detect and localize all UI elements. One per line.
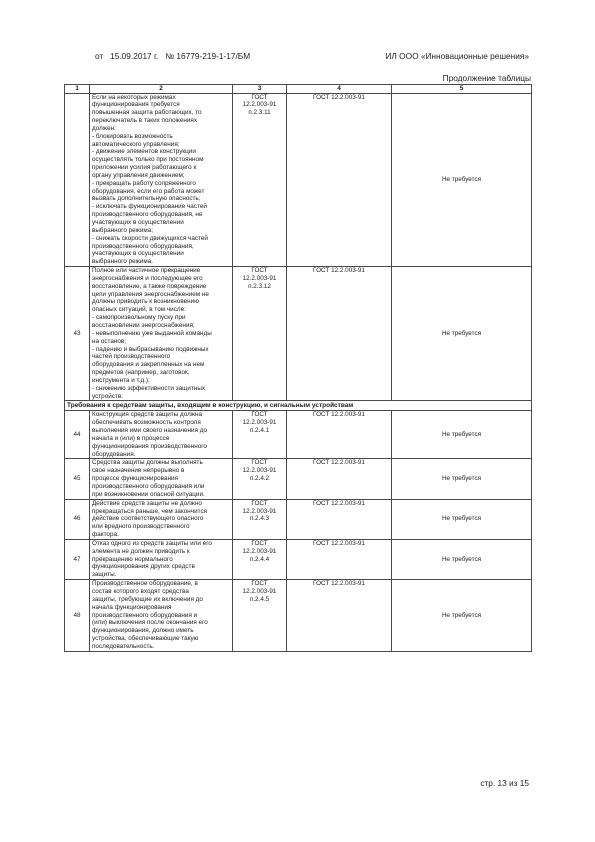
table-row bbox=[65, 267, 532, 401]
test-result: Не требуется bbox=[392, 411, 532, 459]
requirements-table bbox=[64, 84, 532, 652]
requirement-line: вызвать дополнительную опасность; bbox=[92, 195, 201, 203]
requirement-line: автоматического управления; bbox=[92, 140, 180, 148]
row-number: 43 bbox=[65, 267, 90, 401]
test-method-document: ГОСТ 12.2.003-91 bbox=[287, 267, 392, 401]
requirement-line: приложении усилия работающего к bbox=[92, 164, 197, 172]
reference-line: п.2.3.11 bbox=[248, 109, 271, 117]
requirement-line: - снижать скорости движущихся частей bbox=[92, 234, 208, 242]
requirement-line: оборудования, если его работа может bbox=[92, 187, 205, 195]
requirement-line: производственного оборудования, bbox=[92, 242, 194, 250]
requirement-line: должны приводить к возникновению bbox=[92, 298, 199, 306]
column-number: 1 bbox=[65, 85, 90, 94]
column-number: 3 bbox=[233, 85, 287, 94]
reference-line: 12.2.003-91 bbox=[242, 419, 277, 427]
regulation-reference bbox=[233, 459, 287, 499]
reference-line: ГОСТ bbox=[251, 267, 268, 275]
requirement-line: Отказ одного из средств защиты или его bbox=[92, 539, 212, 547]
requirement-text bbox=[90, 539, 233, 579]
test-method-document: ГОСТ 12.2.003-91 bbox=[287, 499, 392, 539]
requirement-line: функционирования производственного bbox=[92, 442, 207, 450]
table-row bbox=[65, 411, 532, 459]
requirement-text bbox=[90, 459, 233, 499]
test-result: Не требуется bbox=[392, 459, 532, 499]
table-row bbox=[65, 93, 532, 267]
column-numbers-row bbox=[65, 85, 532, 94]
reference-line: 12.2.003-91 bbox=[242, 274, 277, 282]
requirement-line: должен: bbox=[92, 124, 116, 132]
reference-line: п.2.3.12 bbox=[248, 282, 271, 290]
requirement-line: участвующих в осуществлении bbox=[92, 250, 184, 258]
row-number: 47 bbox=[65, 539, 90, 579]
requirement-line: действие соответствующего опасного bbox=[92, 515, 204, 523]
requirement-line: - движение элементов конструкции bbox=[92, 148, 196, 156]
requirement-line: функционирования, должно иметь bbox=[92, 627, 194, 635]
test-result: Не требуется bbox=[392, 93, 532, 267]
requirement-text bbox=[90, 267, 233, 401]
requirement-line: осуществлять только при постоянном bbox=[92, 156, 204, 164]
page-number: стр. 13 из 15 bbox=[480, 778, 529, 788]
requirement-line: органу управления движением; bbox=[92, 171, 185, 179]
requirement-line: оборудования и закрепленных на нем bbox=[92, 361, 205, 369]
requirement-line: оборудования. bbox=[92, 450, 136, 458]
requirement-line: начала функционирования bbox=[92, 603, 172, 611]
requirement-line: инструмента и т.д.); bbox=[92, 376, 150, 384]
requirement-line: восстановлении энергоснабжения; bbox=[92, 321, 195, 329]
requirement-text bbox=[90, 93, 233, 267]
test-result: Не требуется bbox=[392, 580, 532, 652]
requirement-line: участвующих в осуществлении bbox=[92, 219, 184, 226]
requirement-line: элемента не должен приводить к bbox=[92, 547, 190, 555]
requirement-line: процессе функционирования bbox=[92, 475, 178, 483]
protocol-date-number: от 15.09.2017 г. № 16779-219-1-17/БМ bbox=[95, 51, 251, 61]
document-header bbox=[95, 51, 535, 63]
table-continuation-label: Продолжение таблицы bbox=[442, 73, 531, 83]
requirement-text bbox=[90, 499, 233, 539]
reference-line: ГОСТ bbox=[251, 499, 268, 507]
requirement-line: или вредного производственного bbox=[92, 523, 190, 531]
requirement-line: повышенная защита работающих, то bbox=[92, 109, 202, 117]
requirement-line: Средства защиты должны выполнять bbox=[92, 459, 203, 467]
reference-line: ГОСТ bbox=[251, 93, 268, 101]
test-method-document: ГОСТ 12.2.003-91 bbox=[287, 539, 392, 579]
requirement-line: Действие средств защиты не должно bbox=[92, 499, 202, 507]
reference-line: п.2.4.4 bbox=[249, 555, 270, 563]
requirement-line: защиты. bbox=[92, 571, 117, 579]
requirement-line: производственного оборудования, не bbox=[92, 211, 203, 219]
requirement-line: - невыполнению уже выданной команды bbox=[92, 329, 212, 337]
column-number: 5 bbox=[392, 85, 532, 94]
reference-line: 12.2.003-91 bbox=[242, 101, 277, 109]
requirement-line: Если на некоторых режимах bbox=[92, 93, 176, 101]
table-row bbox=[65, 499, 532, 539]
requirements-table-body bbox=[65, 85, 532, 652]
row-number: 46 bbox=[65, 499, 90, 539]
requirement-line: (или) выключения после окончания его bbox=[92, 619, 208, 627]
requirement-line: восстановление, а также повреждение bbox=[92, 282, 207, 290]
reference-line: п.2.4.2 bbox=[249, 475, 270, 483]
requirement-line: устройства, обеспечивающие такую bbox=[92, 635, 199, 643]
requirement-line: устройств. bbox=[92, 392, 123, 400]
reference-line: п.2.4.5 bbox=[249, 595, 270, 603]
test-method-document: ГОСТ 12.2.003-91 bbox=[287, 459, 392, 499]
requirement-line: - исключать функционирование частей bbox=[92, 203, 207, 211]
organization-name: ИЛ ООО «Инновационные решения» bbox=[385, 51, 529, 61]
test-method-document: ГОСТ 12.2.003-91 bbox=[287, 580, 392, 652]
requirement-line: - блокировать возможность bbox=[92, 132, 173, 140]
requirement-line: на останов; bbox=[92, 337, 127, 345]
reference-line: 12.2.003-91 bbox=[242, 467, 277, 475]
requirement-line: при возникновении опасной ситуации. bbox=[92, 490, 205, 498]
test-result: Не требуется bbox=[392, 267, 532, 401]
regulation-reference bbox=[233, 580, 287, 652]
reference-line: 12.2.003-91 bbox=[242, 547, 277, 555]
reference-line: ГОСТ bbox=[251, 411, 268, 419]
row-number bbox=[65, 93, 90, 267]
requirement-line: переключатель в таких положениях bbox=[92, 117, 198, 125]
reference-line: п.2.4.3 bbox=[249, 515, 270, 523]
reference-line: 12.2.003-91 bbox=[242, 587, 277, 595]
requirement-line: выполнения ими своего назначения до bbox=[92, 427, 208, 435]
requirement-text bbox=[90, 580, 233, 652]
requirement-line: последовательность. bbox=[92, 642, 155, 650]
test-result: Не требуется bbox=[392, 499, 532, 539]
requirement-line: - прекращать работу сопряженного bbox=[92, 179, 196, 187]
requirement-line: функционирования требуется bbox=[92, 101, 180, 109]
requirement-line: энергоснабжения и последующее его bbox=[92, 274, 203, 282]
test-method-document: ГОСТ 12.2.003-91 bbox=[287, 411, 392, 459]
row-number: 45 bbox=[65, 459, 90, 499]
requirement-line: - снижению эффективности защитных bbox=[92, 384, 206, 392]
requirement-line: производственного оборудования или bbox=[92, 483, 205, 490]
requirement-line: прекращению нормального bbox=[92, 555, 173, 563]
requirement-line: состав которого входят средства bbox=[92, 587, 189, 595]
requirement-line: защиты, требующие их включения до bbox=[92, 595, 203, 603]
requirement-line: Производственное оборудование, в bbox=[92, 580, 198, 588]
table-row bbox=[65, 580, 532, 652]
reference-line: ГОСТ bbox=[251, 580, 268, 588]
requirement-line: - падению и выбрасыванию подвижных bbox=[92, 345, 209, 353]
requirement-line: прекращаться раньше, чем закончится bbox=[92, 507, 208, 515]
requirement-line: выбранного режима. bbox=[92, 258, 154, 266]
requirement-line: - самопроизвольному пуску при bbox=[92, 314, 186, 322]
requirement-line: опасных ситуаций, в том числе: bbox=[92, 306, 186, 314]
requirement-text bbox=[90, 411, 233, 459]
requirement-line: функционирования других средств bbox=[92, 563, 195, 571]
requirement-line: выбранного режима; bbox=[92, 226, 154, 234]
regulation-reference bbox=[233, 267, 287, 401]
regulation-reference bbox=[233, 93, 287, 267]
section-heading: Требования к средствам защиты, входящим в конструкцию, и сигнальным устройствам bbox=[65, 401, 532, 411]
table-row bbox=[65, 459, 532, 499]
reference-line: ГОСТ bbox=[251, 539, 268, 547]
regulation-reference bbox=[233, 539, 287, 579]
requirement-line: Полное или частичное прекращение bbox=[92, 267, 201, 275]
requirement-line: цепи управления энергоснабжением не bbox=[92, 290, 209, 298]
regulation-reference bbox=[233, 499, 287, 539]
test-result: Не требуется bbox=[392, 539, 532, 579]
requirement-line: предметов (например, заготовок, bbox=[92, 369, 190, 377]
row-number: 44 bbox=[65, 411, 90, 459]
reference-line: п.2.4.1 bbox=[249, 427, 270, 435]
column-number: 4 bbox=[287, 85, 392, 94]
requirement-line: обеспечивать возможность контроля bbox=[92, 419, 201, 427]
row-number: 48 bbox=[65, 580, 90, 652]
test-method-document: ГОСТ 12.2.003-91 bbox=[287, 93, 392, 267]
regulation-reference bbox=[233, 411, 287, 459]
requirement-line: фактора. bbox=[92, 531, 119, 539]
section-heading-row bbox=[65, 401, 532, 411]
reference-line: ГОСТ bbox=[251, 459, 268, 467]
requirement-line: свое назначение непрерывно в bbox=[92, 467, 185, 475]
column-number: 2 bbox=[90, 85, 233, 94]
reference-line: 12.2.003-91 bbox=[242, 507, 277, 515]
requirement-line: частей производственного bbox=[92, 353, 171, 361]
table-row bbox=[65, 539, 532, 579]
requirement-line: Конструкция средств защиты должна bbox=[92, 411, 203, 419]
requirement-line: производственного оборудования и bbox=[92, 611, 198, 619]
requirement-line: начала и (или) в процессе bbox=[92, 434, 170, 442]
